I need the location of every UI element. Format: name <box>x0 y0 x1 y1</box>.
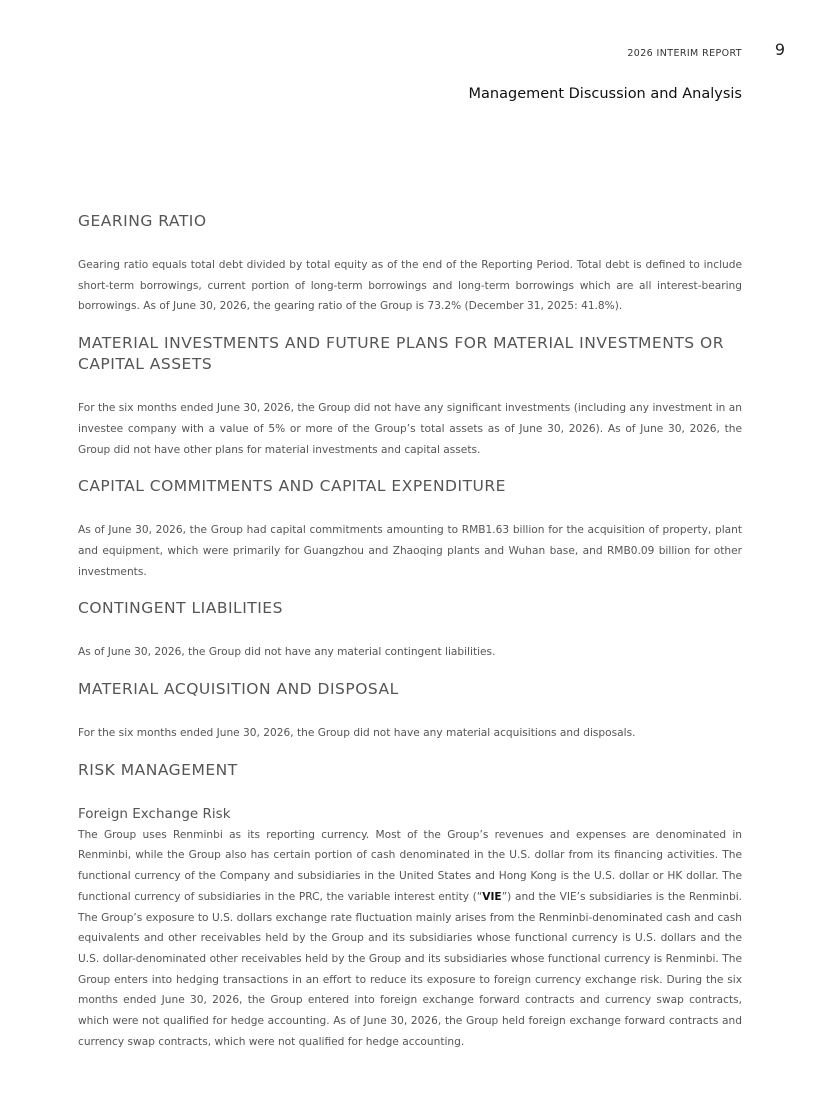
gearing-ratio-paragraph: Gearing ratio equals total debt divided by total equity as of the end of the Reporting Period. Total debt is defined to include short-term borrowings, current portion of long-term borrowings and long-term borrowings which are all interest-bearing borrowings. As of June 30, 2026, the gearing ratio of the Group is 73.2% (December 31, 2025: 41.8%). <box>78 259 742 313</box>
foreign-exchange-risk-subheading: Foreign Exchange Risk <box>78 805 231 822</box>
material-investments-paragraph: For the six months ended June 30, 2026, the Group did not have any significant investments (including any investment in an investee company with a value of 5% or more of the Group’s total assets as of June 30, 2026). As of June 30, 2026, the Group did not have other plans for material investments and capital assets. <box>78 402 742 456</box>
section-title: Management Discussion and Analysis <box>468 86 742 102</box>
capital-commitments-heading: CAPITAL COMMITMENTS AND CAPITAL EXPENDITURE <box>78 477 506 496</box>
report-label: 2026 INTERIM REPORT <box>627 48 742 59</box>
vie-term: VIE <box>482 890 502 903</box>
contingent-liabilities-heading: CONTINGENT LIABILITIES <box>78 599 283 618</box>
page-number: 9 <box>774 40 785 59</box>
foreign-exchange-risk-paragraph <box>78 825 742 1053</box>
capital-commitments-paragraph: As of June 30, 2026, the Group had capital commitments amounting to RMB1.63 billion for the acquisition of property, plant and equipment, which were primarily for Guangzhou and Zhaoqing plants and Wuhan base, and RMB0.09 billion for other investments. <box>78 524 742 578</box>
material-acquisition-paragraph: For the six months ended June 30, 2026, the Group did not have any material acquisitions and disposals. <box>78 727 636 740</box>
report-content <box>78 211 742 1052</box>
material-investments-heading: MATERIAL INVESTMENTS AND FUTURE PLANS FOR MATERIAL INVESTMENTS OR CAPITAL ASSETS <box>78 334 725 374</box>
contingent-liabilities-paragraph: As of June 30, 2026, the Group did not have any material contingent liabilities. <box>78 646 496 659</box>
fx-text-part1: The Group uses Renminbi as its reporting currency. Most of the Group’s revenues and expenses are denominated in Renminbi, while the Group also has certain portion of cash denominated in the U.S. dollar from its financing activities. The functional currency of the Company and subsidiaries in the United States and Hong Kong is the U.S. dollar or HK dollar. The functional currency of subsidiaries in the PRC, the variable interest entity (“ <box>78 828 742 903</box>
fx-text-part2: ”) and the VIE’s subsidiaries is the Renminbi. The Group’s exposure to U.S. dollars exchange rate fluctuation mainly arises from the Renminbi-denominated cash and cash equivalents and other receivables held by the Group and its subsidiaries whose functional currency is U.S. dollars and the U.S. dollar-denominated other receivables held by the Group and its subsidiaries whose functional currency is Renminbi. The Group enters into hedging transactions in an effort to reduce its exposure to foreign currency exchange risk. During the six months ended June 30, 2026, the Group entered into foreign exchange forward contracts and currency swap contracts, which were not qualified for hedge accounting. As of June 30, 2026, the Group held foreign exchange forward contracts and currency swap contracts, which were not qualified for hedge accounting. <box>78 890 743 1048</box>
gearing-ratio-heading: GEARING RATIO <box>78 212 207 230</box>
risk-management-heading: RISK MANAGEMENT <box>78 760 238 779</box>
material-acquisition-heading: MATERIAL ACQUISITION AND DISPOSAL <box>78 680 399 699</box>
